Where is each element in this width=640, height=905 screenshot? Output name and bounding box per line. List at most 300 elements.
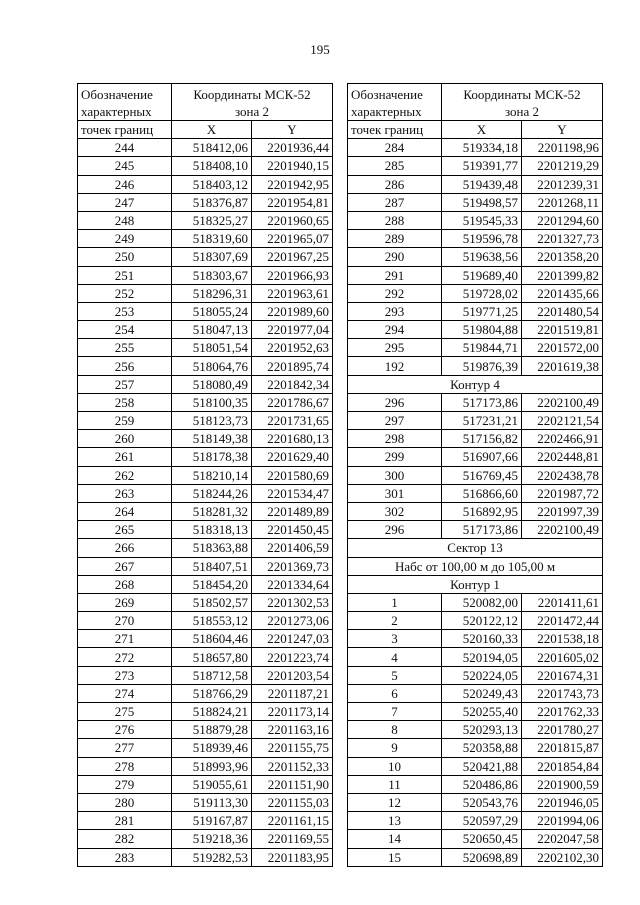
table-row — [78, 157, 333, 175]
table-row — [78, 321, 333, 339]
point-id-cell: 293 — [348, 302, 442, 320]
x-cell: 518939,46 — [172, 739, 252, 757]
point-id-cell: 294 — [348, 321, 442, 339]
x-cell: 518363,88 — [172, 539, 252, 557]
y-cell: 2201946,05 — [522, 793, 603, 811]
table-row — [348, 284, 603, 302]
table-row — [348, 775, 603, 793]
y-cell: 2201294,60 — [522, 211, 603, 229]
table-row — [78, 412, 333, 430]
table-row — [348, 648, 603, 666]
x-cell: 518244,26 — [172, 484, 252, 502]
point-id-cell: 272 — [78, 648, 172, 666]
point-id-cell: 12 — [348, 793, 442, 811]
header-coordinates: Координаты МСК-52 зона 2 — [172, 84, 333, 121]
y-cell: 2201151,90 — [252, 775, 333, 793]
x-cell: 519876,39 — [442, 357, 522, 375]
y-cell: 2201572,00 — [522, 339, 603, 357]
table-row — [348, 266, 603, 284]
y-cell: 2201369,73 — [252, 557, 333, 575]
point-id-cell: 283 — [78, 848, 172, 866]
y-cell: 2201450,45 — [252, 521, 333, 539]
y-cell: 2201954,81 — [252, 193, 333, 211]
point-id-cell: 261 — [78, 448, 172, 466]
x-cell: 518149,38 — [172, 430, 252, 448]
header-subrow — [78, 121, 333, 139]
table-row — [348, 757, 603, 775]
x-cell: 520421,88 — [442, 757, 522, 775]
y-cell: 2202121,54 — [522, 412, 603, 430]
point-id-cell: 295 — [348, 339, 442, 357]
x-cell: 520358,88 — [442, 739, 522, 757]
x-cell: 518376,87 — [172, 193, 252, 211]
x-cell: 517156,82 — [442, 430, 522, 448]
x-cell: 518604,46 — [172, 630, 252, 648]
point-id-cell: 287 — [348, 193, 442, 211]
x-cell: 519055,61 — [172, 775, 252, 793]
y-cell: 2201629,40 — [252, 448, 333, 466]
table-row — [348, 484, 603, 502]
table-row — [348, 430, 603, 448]
x-cell: 520082,00 — [442, 593, 522, 611]
y-cell: 2202100,49 — [522, 393, 603, 411]
x-cell: 518319,60 — [172, 230, 252, 248]
table-row — [348, 230, 603, 248]
y-cell: 2201762,33 — [522, 703, 603, 721]
point-id-cell: 266 — [78, 539, 172, 557]
y-cell: 2201152,33 — [252, 757, 333, 775]
table-row — [348, 684, 603, 702]
point-id-cell: 250 — [78, 248, 172, 266]
y-cell: 2201411,61 — [522, 593, 603, 611]
y-cell: 2201489,89 — [252, 502, 333, 520]
y-cell: 2201786,67 — [252, 393, 333, 411]
y-cell: 2201743,73 — [522, 684, 603, 702]
point-id-cell: 286 — [348, 175, 442, 193]
point-id-cell: 247 — [78, 193, 172, 211]
x-cell: 518454,20 — [172, 575, 252, 593]
table-row — [78, 139, 333, 157]
left-table-body — [78, 84, 333, 867]
y-cell: 2201155,75 — [252, 739, 333, 757]
y-cell: 2201731,65 — [252, 412, 333, 430]
x-cell: 519689,40 — [442, 266, 522, 284]
table-row — [78, 575, 333, 593]
point-id-cell: 267 — [78, 557, 172, 575]
y-cell: 2201183,95 — [252, 848, 333, 866]
x-cell: 520224,05 — [442, 666, 522, 684]
x-cell: 516769,45 — [442, 466, 522, 484]
y-cell: 2202438,78 — [522, 466, 603, 484]
point-id-cell: 4 — [348, 648, 442, 666]
point-id-cell: 8 — [348, 721, 442, 739]
point-id-cell: 14 — [348, 830, 442, 848]
table-row — [78, 302, 333, 320]
y-cell: 2201327,73 — [522, 230, 603, 248]
point-id-cell: 6 — [348, 684, 442, 702]
header-x: X — [442, 121, 522, 139]
x-cell: 519439,48 — [442, 175, 522, 193]
table-row — [78, 521, 333, 539]
y-cell: 2201358,20 — [522, 248, 603, 266]
table-row — [78, 812, 333, 830]
x-cell: 518502,57 — [172, 593, 252, 611]
table-row — [78, 375, 333, 393]
point-id-cell: 9 — [348, 739, 442, 757]
point-id-cell: 275 — [78, 703, 172, 721]
header-subrow — [348, 121, 603, 139]
header-point-designation-line3: точек границ — [78, 121, 172, 139]
x-cell: 518408,10 — [172, 157, 252, 175]
x-cell: 517173,86 — [442, 521, 522, 539]
x-cell: 518047,13 — [172, 321, 252, 339]
table-row — [348, 703, 603, 721]
y-cell: 2202448,81 — [522, 448, 603, 466]
y-cell: 2201987,72 — [522, 484, 603, 502]
table-row — [348, 812, 603, 830]
table-row — [78, 557, 333, 575]
point-id-cell: 273 — [78, 666, 172, 684]
table-row — [348, 612, 603, 630]
point-id-cell: 248 — [78, 211, 172, 229]
point-id-cell: 299 — [348, 448, 442, 466]
point-id-cell: 10 — [348, 757, 442, 775]
point-id-cell: 291 — [348, 266, 442, 284]
table-row — [78, 703, 333, 721]
point-id-cell: 252 — [78, 284, 172, 302]
kontur-4-label: Контур 4 — [348, 375, 603, 393]
point-id-cell: 192 — [348, 357, 442, 375]
y-cell: 2201273,06 — [252, 612, 333, 630]
table-row — [348, 393, 603, 411]
x-cell: 519728,02 — [442, 284, 522, 302]
y-cell: 2201963,61 — [252, 284, 333, 302]
x-cell: 518403,12 — [172, 175, 252, 193]
x-cell: 518318,13 — [172, 521, 252, 539]
y-cell: 2201169,55 — [252, 830, 333, 848]
x-cell: 519804,88 — [442, 321, 522, 339]
x-cell: 520597,29 — [442, 812, 522, 830]
x-cell: 516907,66 — [442, 448, 522, 466]
table-row — [78, 648, 333, 666]
x-cell: 519334,18 — [442, 139, 522, 157]
y-cell: 2201967,25 — [252, 248, 333, 266]
x-cell: 520255,40 — [442, 703, 522, 721]
point-id-cell: 271 — [78, 630, 172, 648]
point-id-cell: 290 — [348, 248, 442, 266]
y-cell: 2201472,44 — [522, 612, 603, 630]
point-id-cell: 296 — [348, 521, 442, 539]
table-row — [78, 357, 333, 375]
y-cell: 2201268,11 — [522, 193, 603, 211]
y-cell: 2201538,18 — [522, 630, 603, 648]
point-id-cell: 3 — [348, 630, 442, 648]
coordinates-table-right — [347, 83, 603, 867]
coordinates-table-left — [77, 83, 333, 867]
x-cell: 518064,76 — [172, 357, 252, 375]
x-cell: 518553,12 — [172, 612, 252, 630]
y-cell: 2202466,91 — [522, 430, 603, 448]
point-id-cell: 7 — [348, 703, 442, 721]
y-cell: 2201952,63 — [252, 339, 333, 357]
x-cell: 519545,33 — [442, 211, 522, 229]
y-cell: 2201994,06 — [522, 812, 603, 830]
sector-height-range: Набс от 100,00 м до 105,00 м — [348, 557, 603, 575]
table-row — [78, 193, 333, 211]
kontur-1-label-row — [348, 575, 603, 593]
table-row — [348, 357, 603, 375]
point-id-cell: 13 — [348, 812, 442, 830]
point-id-cell: 277 — [78, 739, 172, 757]
point-id-cell: 11 — [348, 775, 442, 793]
point-id-cell: 263 — [78, 484, 172, 502]
table-row — [78, 466, 333, 484]
y-cell: 2201965,07 — [252, 230, 333, 248]
point-id-cell: 249 — [78, 230, 172, 248]
x-cell: 518712,58 — [172, 666, 252, 684]
table-row — [78, 539, 333, 557]
header-coordinates: Координаты МСК-52 зона 2 — [442, 84, 603, 121]
y-cell: 2201580,69 — [252, 466, 333, 484]
x-cell: 518303,67 — [172, 266, 252, 284]
table-row — [78, 502, 333, 520]
x-cell: 520160,33 — [442, 630, 522, 648]
y-cell: 2201966,93 — [252, 266, 333, 284]
x-cell: 519771,25 — [442, 302, 522, 320]
y-cell: 2201223,74 — [252, 648, 333, 666]
x-cell: 520249,43 — [442, 684, 522, 702]
point-id-cell: 259 — [78, 412, 172, 430]
y-cell: 2201534,47 — [252, 484, 333, 502]
y-cell: 2201674,31 — [522, 666, 603, 684]
header-y: Y — [522, 121, 603, 139]
table-row — [348, 302, 603, 320]
table-row — [78, 666, 333, 684]
y-cell: 2201619,38 — [522, 357, 603, 375]
x-cell: 518055,24 — [172, 302, 252, 320]
y-cell: 2201989,60 — [252, 302, 333, 320]
table-row — [78, 848, 333, 866]
table-row — [348, 248, 603, 266]
point-id-cell: 280 — [78, 793, 172, 811]
table-row — [78, 721, 333, 739]
point-id-cell: 279 — [78, 775, 172, 793]
point-id-cell: 15 — [348, 848, 442, 866]
point-id-cell: 245 — [78, 157, 172, 175]
table-row — [348, 830, 603, 848]
table-row — [348, 848, 603, 866]
y-cell: 2201247,03 — [252, 630, 333, 648]
y-cell: 2201680,13 — [252, 430, 333, 448]
y-cell: 2201977,04 — [252, 321, 333, 339]
y-cell: 2201239,31 — [522, 175, 603, 193]
table-row — [348, 739, 603, 757]
point-id-cell: 262 — [78, 466, 172, 484]
table-row — [78, 284, 333, 302]
x-cell: 520698,89 — [442, 848, 522, 866]
sector-title-row — [348, 539, 603, 557]
x-cell: 519844,71 — [442, 339, 522, 357]
y-cell: 2201854,84 — [522, 757, 603, 775]
table-row — [78, 630, 333, 648]
x-cell: 517173,86 — [442, 393, 522, 411]
y-cell: 2201780,27 — [522, 721, 603, 739]
point-id-cell: 298 — [348, 430, 442, 448]
x-cell: 519218,36 — [172, 830, 252, 848]
header-point-designation-line3: точек границ — [348, 121, 442, 139]
table-row — [348, 193, 603, 211]
table-row — [78, 211, 333, 229]
x-cell: 518123,73 — [172, 412, 252, 430]
point-id-cell: 288 — [348, 211, 442, 229]
table-row — [348, 412, 603, 430]
table-row — [348, 466, 603, 484]
point-id-cell: 302 — [348, 502, 442, 520]
table-row — [348, 157, 603, 175]
point-id-cell: 253 — [78, 302, 172, 320]
x-cell: 519498,57 — [442, 193, 522, 211]
table-row — [348, 175, 603, 193]
table-row — [348, 321, 603, 339]
y-cell: 2201480,54 — [522, 302, 603, 320]
y-cell: 2202047,58 — [522, 830, 603, 848]
point-id-cell: 5 — [348, 666, 442, 684]
table-row — [348, 593, 603, 611]
x-cell: 520486,86 — [442, 775, 522, 793]
x-cell: 517231,21 — [442, 412, 522, 430]
point-id-cell: 258 — [78, 393, 172, 411]
y-cell: 2201203,54 — [252, 666, 333, 684]
y-cell: 2201942,95 — [252, 175, 333, 193]
x-cell: 516892,95 — [442, 502, 522, 520]
table-row — [78, 757, 333, 775]
table-row — [78, 393, 333, 411]
point-id-cell: 254 — [78, 321, 172, 339]
point-id-cell: 282 — [78, 830, 172, 848]
point-id-cell: 300 — [348, 466, 442, 484]
x-cell: 519596,78 — [442, 230, 522, 248]
x-cell: 518080,49 — [172, 375, 252, 393]
y-cell: 2201334,64 — [252, 575, 333, 593]
table-row — [348, 211, 603, 229]
x-cell: 518296,31 — [172, 284, 252, 302]
table-row — [78, 448, 333, 466]
point-id-cell: 284 — [348, 139, 442, 157]
table-row — [348, 521, 603, 539]
y-cell: 2201815,87 — [522, 739, 603, 757]
y-cell: 2201302,53 — [252, 593, 333, 611]
x-cell: 519638,56 — [442, 248, 522, 266]
header-point-designation: Обозначение характерных — [78, 84, 172, 121]
point-id-cell: 256 — [78, 357, 172, 375]
point-id-cell: 265 — [78, 521, 172, 539]
point-id-cell: 1 — [348, 593, 442, 611]
x-cell: 518281,32 — [172, 502, 252, 520]
point-id-cell: 269 — [78, 593, 172, 611]
x-cell: 518766,29 — [172, 684, 252, 702]
x-cell: 518307,69 — [172, 248, 252, 266]
y-cell: 2201900,59 — [522, 775, 603, 793]
x-cell: 518407,51 — [172, 557, 252, 575]
x-cell: 518325,27 — [172, 211, 252, 229]
x-cell: 519167,87 — [172, 812, 252, 830]
kontur-1-label: Контур 1 — [348, 575, 603, 593]
x-cell: 518412,06 — [172, 139, 252, 157]
point-id-cell: 264 — [78, 502, 172, 520]
x-cell: 520650,45 — [442, 830, 522, 848]
sector-height-range-row — [348, 557, 603, 575]
table-row — [78, 830, 333, 848]
table-row — [78, 230, 333, 248]
y-cell: 2202102,30 — [522, 848, 603, 866]
x-cell: 518824,21 — [172, 703, 252, 721]
point-id-cell: 281 — [78, 812, 172, 830]
y-cell: 2201605,02 — [522, 648, 603, 666]
point-id-cell: 257 — [78, 375, 172, 393]
point-id-cell: 255 — [78, 339, 172, 357]
x-cell: 518879,28 — [172, 721, 252, 739]
table-row — [78, 430, 333, 448]
table-row — [348, 502, 603, 520]
point-id-cell: 285 — [348, 157, 442, 175]
table-row — [348, 721, 603, 739]
right-table-body — [348, 84, 603, 867]
table-row — [348, 139, 603, 157]
x-cell: 518993,96 — [172, 757, 252, 775]
sector-title: Сектор 13 — [348, 539, 603, 557]
header-y: Y — [252, 121, 333, 139]
table-row — [348, 666, 603, 684]
table-row — [78, 612, 333, 630]
point-id-cell: 276 — [78, 721, 172, 739]
y-cell: 2201219,29 — [522, 157, 603, 175]
table-row — [348, 793, 603, 811]
y-cell: 2201997,39 — [522, 502, 603, 520]
y-cell: 2201435,66 — [522, 284, 603, 302]
point-id-cell: 292 — [348, 284, 442, 302]
point-id-cell: 2 — [348, 612, 442, 630]
point-id-cell: 246 — [78, 175, 172, 193]
y-cell: 2201519,81 — [522, 321, 603, 339]
point-id-cell: 268 — [78, 575, 172, 593]
table-row — [78, 775, 333, 793]
table-row — [348, 630, 603, 648]
x-cell: 518051,54 — [172, 339, 252, 357]
y-cell: 2201161,15 — [252, 812, 333, 830]
table-row — [78, 248, 333, 266]
x-cell: 519391,77 — [442, 157, 522, 175]
y-cell: 2201155,03 — [252, 793, 333, 811]
y-cell: 2201960,65 — [252, 211, 333, 229]
x-cell: 520293,13 — [442, 721, 522, 739]
x-cell: 520543,76 — [442, 793, 522, 811]
point-id-cell: 278 — [78, 757, 172, 775]
table-row — [348, 448, 603, 466]
table-row — [78, 684, 333, 702]
y-cell: 2201940,15 — [252, 157, 333, 175]
y-cell: 2201187,21 — [252, 684, 333, 702]
x-cell: 520122,12 — [442, 612, 522, 630]
kontur-4-label-row — [348, 375, 603, 393]
table-row — [78, 739, 333, 757]
point-id-cell: 289 — [348, 230, 442, 248]
point-id-cell: 244 — [78, 139, 172, 157]
point-id-cell: 270 — [78, 612, 172, 630]
x-cell: 519282,53 — [172, 848, 252, 866]
table-row — [78, 793, 333, 811]
x-cell: 520194,05 — [442, 648, 522, 666]
y-cell: 2201198,96 — [522, 139, 603, 157]
